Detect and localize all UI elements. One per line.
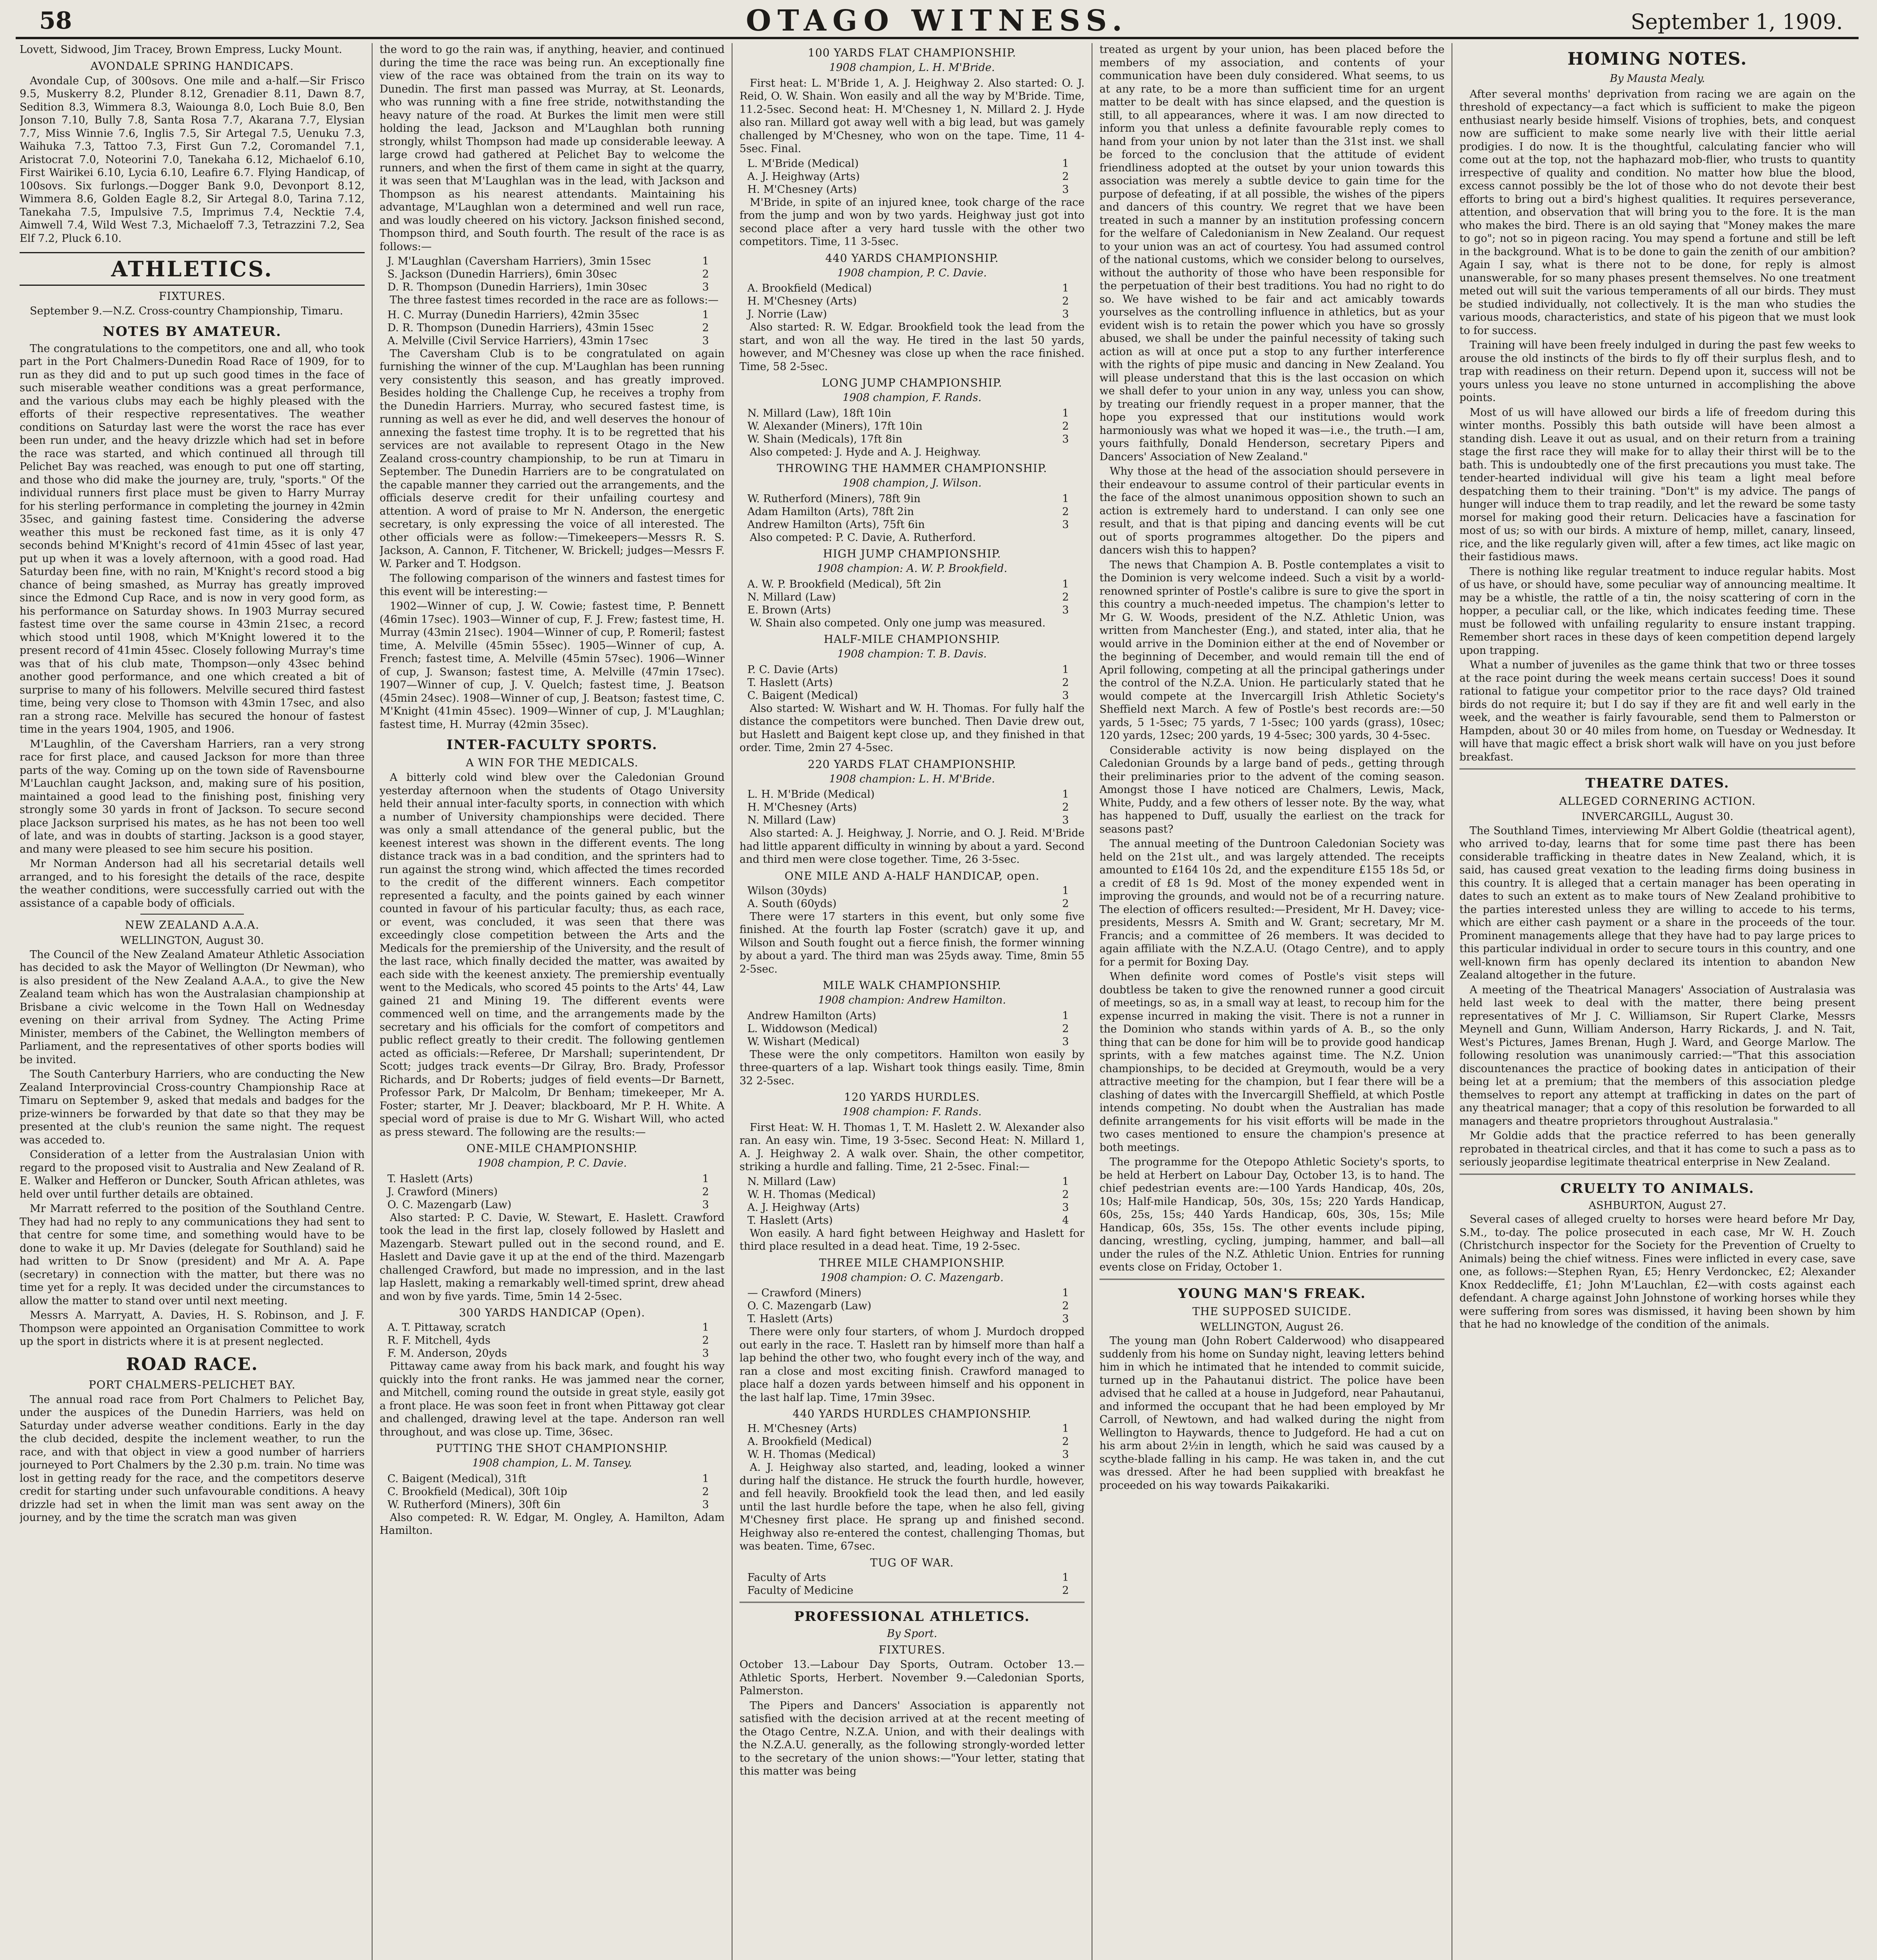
theatre-dateline: INVERCARGILL, August 30. bbox=[1581, 811, 1733, 823]
result-row: T. Haslett (Arts) 1 bbox=[387, 1172, 709, 1185]
notes-heading: NOTES BY AMATEUR. bbox=[102, 323, 282, 339]
aaa-paragraph: Messrs A. Marryatt, A. Davies, H. S. Robinson, and J. F. Thompson were appointed an Organisation Committee to work up the sport in districts where it is at present neglected. bbox=[20, 1309, 365, 1348]
result-row: R. F. Mitchell, 4yds 2 bbox=[387, 1334, 709, 1347]
result-row: N. Millard (Law) 2 bbox=[747, 591, 1069, 603]
paragraph: What a number of juveniles as the game think that two or three tosses at the race point during the week means certain success! Does it sound rational to fatigue your competitor prior to the race days? Old trained birds do not require it; but I do say if they are fit and well early in the week, and the weather is fairly favourable, send them to Palmerston or Hampden, about 30 or 40 miles from home, on Tuesday or Wednesday. It will have that magic effect a brisk short walk will have on you just before breakfast. bbox=[1459, 659, 1855, 763]
result-row: A. Brookfield (Medical) 1 bbox=[747, 282, 1069, 294]
fixtures-heading: FIXTURES. bbox=[158, 290, 226, 303]
event-holder: 1908 champion: Andrew Hamilton. bbox=[818, 994, 1006, 1006]
paragraph: Also competed: J. Hyde and A. J. Heighway. bbox=[750, 446, 981, 458]
paragraph: Training will have been freely indulged in during the past few weeks to arouse the old instincts of the birds to fly off their surplus flesh, and to trap with readiness on their return. Depend upon it, success will not be yours unless you leave no stone unturned in accomplishing the above points. bbox=[1459, 339, 1855, 404]
result-row: L. H. M'Bride (Medical) 1 bbox=[747, 788, 1069, 800]
event-heading: HIGH JUMP CHAMPIONSHIP. bbox=[823, 547, 1001, 560]
event-heading: LONG JUMP CHAMPIONSHIP. bbox=[821, 376, 1003, 389]
paragraph: Considerable activity is now being displayed on the Caledonian Grounds by a large band of peds., getting through their preliminaries prior to the advent of the coming season. Amongst those I have noticed are Chalmers, Lewis, Mack, White, Puddy, and a few others of lesser note. By the way, what has happened to Duff, usually the earliest on the track for seasons past? bbox=[1099, 744, 1445, 835]
column-5 bbox=[1459, 43, 1855, 1960]
theatre-subheading: ALLEGED CORNERING ACTION. bbox=[1559, 795, 1756, 808]
paragraph: A meeting of the Theatrical Managers' Association of Australasia was held last week to deal with the matter, there being present representatives of Mr J. C. Williamson, Sir Rupert Clarke, Messrs Meynell and Gunn, William Anderson, Harry Rickards, J. and N. Tait, West's Pictures, James Brenan, Hugh J. Ward, and George Marlow. The following resolution was unanimously carried:—"That this association discountenances the practice of booking dates in anticipation of their being let at a premium; that the members of this association pledge themselves to report any attempt at trafficking in dates on the part of any theatrical manager; that a copy of this resolution be forwarded to all managers and theatre proprietors throughout Australasia." bbox=[1459, 984, 1855, 1127]
paragraph: Most of us will have allowed our birds a life of freedom during this winter months. Possibly this bath outside will have been almost a standing dish. Leave it out as usual, and on their return from a training stage the first race they will make for to allay their thirst will be to the bath. This is undoubtedly one of the first precautions you must take. The tender-hearted individual will give his team a light meal before despatching them to their training. "Don't" is my advice. The pangs of hunger will induce them to trap readily, and let the reward be some tasty morsel for making good their return. Delicacies have a fascination for most of us; so with our birds. A mixture of hemp, millet, canary, linseed, rice, and the like regularly given will, after a few times, act like magic on their fastidious maws. bbox=[1459, 406, 1855, 563]
event-heading: THREE MILE CHAMPIONSHIP. bbox=[819, 1256, 1005, 1269]
result-row: T. Haslett (Arts) 3 bbox=[747, 1313, 1069, 1325]
column-2 bbox=[380, 43, 725, 1960]
freak-heading: YOUNG MAN'S FREAK. bbox=[1178, 1285, 1366, 1301]
lead-in: Lovett, Sidwood, Jim Tracey, Brown Empress, Lucky Mount. bbox=[20, 44, 342, 56]
issue-date: September 1, 1909. bbox=[1630, 9, 1843, 34]
result-row: H. M'Chesney (Arts) 2 bbox=[747, 801, 1069, 813]
professional-athletics-heading: PROFESSIONAL ATHLETICS. bbox=[794, 1608, 1030, 1624]
paragraph: W. Shain also competed. Only one jump was measured. bbox=[750, 617, 1046, 629]
road-race-subheading: PORT CHALMERS-PELICHET BAY. bbox=[89, 1378, 296, 1391]
event-holder: 1908 champion: F. Rands. bbox=[842, 1106, 982, 1118]
paragraph: There is nothing like regular treatment to induce regular habits. Most of us have, or should have, some peculiar way of announcing mealtime. It may be a whistle, the rattle of a tin, the noisy scattering of corn in the hopper, a peculiar call, or the like, which indicates feeding time. These must be followed with unfailing regularity to ensure instant trapping. Remember short races in these days of keen competition depend largely upon trapping. bbox=[1459, 565, 1855, 657]
paragraph: M'Bride, in spite of an injured knee, took charge of the race from the jump and won by two yards. Heighway just got into second place after a very hard tussle with the other two competitors. Time, 11 3-5sec. bbox=[740, 196, 1085, 248]
paragraph: After several months' deprivation from racing we are again on the threshold of expectancy—a fact which is sufficient to make the pigeon enthusiast nearly beside himself. Visions of trophies, bets, and conquest now are sufficient to make some nearly live with their little aerial prodigies. I do now. It is the thoughtful, calculating fancier who will come out at the top, not the haphazard mob-flier, who trusts to quantity irrespective of quality and condition. No matter how blue the blood, excess cannot possibly be the lot of those who do not devote their best efforts to bring out a bird's highest qualities. It requires perseverance, attention, and observation that will bring you to the fore. It is the man who makes the bird. There is an old saying that "Money makes the mare to go"; not so in pigeon racing. You may spend a fortune and still be left in the background. What is to be done to gain the zenith of our ambition? Again I say, what is there not to be done, for reply is almost unanswerable, for so many phases present themselves. No one treatment meted out will suit the various temperaments of all our birds. They must be studied individually, not collectively. It is the man who studies the various moods, characteristics, and state of his pigeon that we must look to for success. bbox=[1459, 88, 1855, 337]
result-row: A. W. P. Brookfield (Medical), 5ft 2in 1 bbox=[747, 578, 1069, 590]
homing-notes-heading: HOMING NOTES. bbox=[1567, 49, 1748, 69]
event-heading: PUTTING THE SHOT CHAMPIONSHIP. bbox=[436, 1442, 669, 1455]
result-row: A. T. Pittaway, scratch 1 bbox=[387, 1321, 709, 1334]
result-row: H. M'Chesney (Arts) 2 bbox=[747, 295, 1069, 307]
event-holder: 1908 champion: T. B. Davis. bbox=[837, 648, 987, 660]
event-heading: 440 YARDS CHAMPIONSHIP. bbox=[825, 251, 999, 265]
road-race-heading: ROAD RACE. bbox=[126, 1354, 258, 1374]
result-row: A. J. Heighway (Arts) 2 bbox=[747, 170, 1069, 183]
result-row: A. Brookfield (Medical) 2 bbox=[747, 1436, 1069, 1448]
event-holder: 1908 champion: A. W. P. Brookfield. bbox=[817, 563, 1007, 575]
paragraph: Mr Goldie adds that the practice referred to has been generally reprobated in theatrical circles, and that it has come to such a pass as to seriously jeopardise legitimate theatrical enterprise in New Zealand. bbox=[1459, 1130, 1855, 1168]
paragraph: Several cases of alleged cruelty to horses were heard before Mr Day, S.M., to-day. The police prosecuted in each case, Mr W. H. Zouch (Christchurch inspector for the Society for the Prevention of Cruelty to Animals) being the chief witness. Fines were inflicted in every case, save one, as follows:—Stephen Ryan, £5; Henry Verdonckec, £2; Alexander Knox Reddecliffe, £1; John M'Lauchlan, £2—with costs against each defendant. A charge against John Johnstone of working horses while they were suffering from sores was dismissed, it having been shown by him that he had no knowledge of the condition of the animals. bbox=[1459, 1213, 1855, 1330]
notes-paragraph: M'Laughlin, of the Caversham Harriers, ran a very strong race for first place, and caused Jackson for more than three parts of the way. Coming up on the town side of Ravensbourne M'Lauchlan caught Jackson, and, making sure of his position, maintained a good lead to the finishing post, finishing very strongly some 30 yards in front of Jackson. To secure second place Jackson surprised his mates, as he has not been too well of late, and was in doubts of starting. Jackson is a good stayer, and many were pleased to see him secure his position. bbox=[20, 738, 365, 855]
event-heading: ONE-MILE CHAMPIONSHIP. bbox=[466, 1142, 638, 1155]
fixtures-text: October 13.—Labour Day Sports, Outram. October 13.—Athletic Sports, Herbert. November 9.—Caledonian Sports, Palmerston. bbox=[740, 1659, 1085, 1697]
result-row: H. M'Chesney (Arts) 3 bbox=[747, 183, 1069, 196]
result-row: A. J. Heighway (Arts) 3 bbox=[747, 1201, 1069, 1214]
byline: By Mausta Mealy. bbox=[1610, 73, 1705, 85]
result-row: L. M'Bride (Medical) 1 bbox=[747, 157, 1069, 170]
aaa-paragraph: The South Canterbury Harriers, who are conducting the New Zealand Interprovincial Cross-country Championship Race at Timaru on September 9, asked that medals and badges for the prize-winners be forwarded by that date so that they may be presented at the club's reunion the same night. The request was acceded to. bbox=[20, 1068, 365, 1146]
paragraph: Why those at the head of the association should persevere in their endeavour to assume control of their particular events in the face of the almost unanimous opposition shown to such an action is extremely hard to understand. I can only see one result, and that is that piping and dancing events will be cut out of sports programmes altogether. Do the pipers and dancers wish this to happen? bbox=[1099, 465, 1445, 556]
freak-subheading: THE SUPPOSED SUICIDE. bbox=[1192, 1305, 1352, 1318]
result-row: C. Baigent (Medical) 3 bbox=[747, 689, 1069, 702]
page-number: 58 bbox=[39, 7, 72, 34]
paragraph: First Heat: W. H. Thomas 1, T. M. Haslett 2. W. Alexander also ran. An easy win. Time, 19 3-5sec. Second Heat: N. Millard 1, A. J. Heighway 2. A walk over. Shain, the other competitor, striking a hurdle and falling. Time, 21 2-5sec. Final:— bbox=[740, 1121, 1085, 1173]
result-row: Faculty of Medicine 2 bbox=[747, 1584, 1069, 1597]
result-row: T. Haslett (Arts) 4 bbox=[747, 1214, 1069, 1227]
event-holder: 1908 champion, L. M. Tansey. bbox=[472, 1457, 632, 1469]
result-row: W. H. Thomas (Medical) 2 bbox=[747, 1188, 1069, 1201]
masthead bbox=[16, 4, 1859, 39]
result-row: W. H. Thomas (Medical) 3 bbox=[747, 1448, 1069, 1461]
aaa-paragraph: Mr Marratt referred to the position of the Southland Centre. They had had no reply to any communications they had sent to that centre for some time, and something would have to be done to wake it up. Mr Davies (delegate for Southland) said he had written to Dr Snow (president) and Mr A. A. Pape (secretary) in connection with the matter, but there was no time yet for a reply. It was decided under the circumstances to allow the matter to stand over until next meeting. bbox=[20, 1203, 365, 1307]
paragraph: The following comparison of the winners and fastest times for this event will be interesting:— bbox=[380, 572, 725, 598]
paragraph: The programme for the Otepopo Athletic Society's sports, to be held at Herbert on Labour Day, October 13, is to hand. The chief pedestrian events are:—100 Yards Handicap, 40s, 20s, 10s; Half-mile Handicap, 50s, 30s, 15s; 220 Yards Handicap, 60s, 25s, 15s; 440 Yards Handicap, 60s, 30s, 15s; Mile Handicap, 60s, 35s, 15s. The other events include piping, dancing, wrestling, cycling, jumping, hammer, and ball—all under the rules of the N.Z. Athletic Union. Entries for running events close on Friday, October 1. bbox=[1099, 1156, 1445, 1273]
result-row: O. C. Mazengarb (Law) 2 bbox=[747, 1300, 1069, 1312]
result-row: H. M'Chesney (Arts) 1 bbox=[747, 1423, 1069, 1435]
paragraph: treated as urgent by your union, has been placed before the members of my association, and contents of your communication have been duly considered. What seems, to us at any rate, to be a more than sufficient time for an urgent matter to be dealt with has since elapsed, and the question is still, to all appearances, where it was. I am now directed to inform you that unless a definite favourable reply comes to hand from your union by not later than the 31st inst. we shall be forced to the conclusion that the attitude of evident friendliness adopted at the outset by your union towards this association was merely a subtle device to gain time for the purpose of defeating, if at all possible, the wishes of the pipers and dancers of this country. We regret that we have been treated in such a manner by an institution professing concern for the welfare of Caledonianism in New Zealand. Our request to your union was an act of courtesy. You had assumed control of the national customs, which we consider belong to ourselves, without the authority of those who have been responsible for the perpetuation of their best traditions. You had no right to do so. We have wished to be fair and act amicably towards yourselves as the controlling influence in athletics, but as your evident wish is to retain the power which you have so grossly abused, we shall be under the painful necessity of taking such action as will at once put a stop to any further interference with the rights of pipe music and dancing in New Zealand. You will please understand that this is the last occasion on which we shall defer to your union in any way, unless you can show, by treating our friendly request in a proper manner, that the hope you expressed that our institutions would work harmoniously was what we hoped it was—i.e., the truth.—I am, yours faithfully, Donald Henderson, secretary Pipers and Dancers' Association of New Zealand." bbox=[1099, 44, 1445, 463]
event-holder: 1908 champion, P. C. Davie. bbox=[477, 1157, 627, 1169]
aaa-dateline: WELLINGTON, August 30. bbox=[120, 935, 264, 947]
paragraph: When definite word comes of Postle's visit steps will doubtless be taken to give the renowned runner a good circuit of meetings, so as, in a small way at least, to recoup him for the expense incurred in making the visit. There is not a runner in the Dominion who stands within yards of A. B., so the only thing that can be done for him will be to provide good handicap sprints, with a few matches against time. The N.Z. Union championships, to be decided at Greymouth, would be a very attractive meeting for the champion, but I fear there will be a clashing of dates with the Invercargill Sheffield, at which Postle intends competing. No doubt when the Australian has made definite arrangements for his visit efforts will be made in the two cases mentioned to ensure the champion's presence at both meetings. bbox=[1099, 971, 1445, 1154]
event-heading: 120 YARDS HURDLES. bbox=[844, 1091, 980, 1103]
result-row: A. South (60yds) 2 bbox=[747, 897, 1069, 910]
result-row: Andrew Hamilton (Arts), 75ft 6in 3 bbox=[747, 518, 1069, 531]
fixtures-text: September 9.—N.Z. Cross-country Championship, Timaru. bbox=[30, 305, 343, 317]
byline: By Sport. bbox=[887, 1627, 938, 1640]
event-heading: ONE MILE AND A-HALF HANDICAP, open. bbox=[784, 869, 1040, 882]
notes-paragraph: The congratulations to the competitors, one and all, who took part in the Port Chalmers-Dunedin Road Race of 1909, for to run as they did and to put up such good times in the face of such miserable weather conditions was a great performance, and the various clubs may each be highly pleased with the efforts of their respective representatives. The weather conditions on Saturday last were the worst the race has ever been run under, and the heavy drizzle which had set in before the race was started, and which continued all through till Pelichet Bay was reached, was enough to put one off starting, and those who did make the journey are, truly, "sports." Of the individual runners first place must be given to Harry Murray for his sterling performance in completing the journey in 42min 35sec, and gaining fastest time. Considering the adverse weather this must be reckoned fast time, as it is only 47 seconds behind M'Knight's record of 41min 45sec of last year, put up when it was a lovely afternoon, with a good road. Had Saturday been fine, with no rain, M'Knight's record stood a big chance of being smashed, as Murray has greatly improved since the Edmond Cup Race, and is now in very good form, as his performance on Saturday shows. In 1903 Murray secured fastest time over the same course in 43min 21sec, a record which stood until 1908, which M'Knight lowered it to the present record of 41min 45sec. Closely following Murray's time was that of his club mate, Thompson—only 43sec behind another good performance, and one which created a bit of surprise to many of his followers. Melville secured third fastest time, being very close to Thomson with 43min 17sec, and also ran a strong race. Melville has secured the honour of fastest time in the years 1904, 1905, and 1906. bbox=[20, 342, 365, 735]
event-holder: 1908 champion, F. Rands. bbox=[842, 392, 982, 404]
result-row: — Crawford (Miners) 1 bbox=[747, 1287, 1069, 1299]
avondale-heading: AVONDALE SPRING HANDICAPS. bbox=[90, 59, 294, 73]
paragraph: Also started: W. Wishart and W. H. Thomas. For fully half the distance the competitors were bunched. Then Davie drew out, but Haslett and Baigent kept close up, and they finished in that order. Time, 2min 27 4-5sec. bbox=[740, 702, 1085, 754]
paragraph: Also started: R. W. Edgar. Brookfield took the lead from the start, and won all the way. He tired in the last 50 yards, however, and M'Chesney was close up when the race finished. Time, 58 2-5sec. bbox=[740, 321, 1085, 373]
event-holder: 1908 champion, P. C. Davie. bbox=[837, 267, 987, 279]
paragraph: The Southland Times, interviewing Mr Albert Goldie (theatrical agent), who arrived to-day, learns that for some time past there has been considerable trafficking in theatre dates in New Zealand, which, it is said, has caused great vexation to the leading firms doing business in this country. It is alleged that a certain manager has been operating in dates to such an extent as to make tours of New Zealand prohibitive to the parties interested unless they are willing to accede to his terms, which are either cash payment or a share in the proceeds of the tour. Prominent managements allege that they have had to pay large prices to this particular individual in order to secure tours in this country, and one well-known firm has openly declared its intention to abandon New Zealand altogether in the future. bbox=[1459, 824, 1855, 981]
result-row: O. C. Mazengarb (Law) 3 bbox=[387, 1198, 709, 1211]
cruelty-heading: CRUELTY TO ANIMALS. bbox=[1560, 1180, 1755, 1196]
result-row: C. Baigent (Medical), 31ft 1 bbox=[387, 1472, 709, 1485]
result-row: W. Alexander (Miners), 17ft 10in 2 bbox=[747, 420, 1069, 432]
event-heading: TUG OF WAR. bbox=[870, 1556, 954, 1569]
result-row: A. Melville (Civil Service Harriers), 43min 17sec 3 bbox=[387, 334, 709, 347]
result-row: Adam Hamilton (Arts), 78ft 2in 2 bbox=[747, 505, 1069, 518]
event-heading: 300 YARDS HANDICAP (Open). bbox=[459, 1306, 645, 1319]
result-row: T. Haslett (Arts) 2 bbox=[747, 676, 1069, 689]
road-race-continued: the word to go the rain was, if anything, heavier, and continued during the time the race was being run. An exceptionally fine view of the race was obtained from the train on its way to Dunedin. The first man passed was Murray, at St. Leonards, who was running with a fine free stride, notwithstanding the heavy nature of the road. At Burkes the limit men were still holding the lead, Jackson and M'Laughlan both running strongly, whilst Thompson had made up considerable leeway. A large crowd had gathered at Pelichet Bay to welcome the runners, and when the first of them came in sight at the quarry, it was seen that M'Laughlan was in the lead, with Jackson and Thompson as his nearest attendants. Maintaining his advantage, M'Laughlan won a determined and well run race, and was loudly cheered on his victory. Jackson finished second, Thompson third, and South fourth. The result of the race is as follows:— bbox=[380, 44, 725, 253]
event-heading: THROWING THE HAMMER CHAMPIONSHIP. bbox=[777, 462, 1047, 475]
result-row: J. Crawford (Miners) 2 bbox=[387, 1185, 709, 1198]
result-row: H. C. Murray (Dunedin Harriers), 42min 35sec 1 bbox=[387, 309, 709, 321]
paragraph: The Caversham Club is to be congratulated on again furnishing the winner of the cup. M'Laughlan has been running very consistently this season, and has greatly improved. Besides holding the Challenge Cup, he receives a trophy from the Dunedin Harriers. Murray, who secured fastest time, is running as well as ever he did, and well deserves the honour of annexing the fastest time trophy. It is to be regretted that his services are not available to represent Otago in the New Zealand cross-country championship, to be run at Timaru in September. The Dunedin Harriers are to be congratulated on the capable manner they carried out the arrangements, and the officials deserve credit for their unfailing courtesy and attention. A word of praise to Mr N. Anderson, the energetic secretary, is only expressing the voice of all interested. The other officials were as follow:—Timekeepers—Messrs R. S. Jackson, A. Cannon, F. Titchener, W. Brickell; judges—Messrs F. W. Parker and T. Hodgson. bbox=[380, 347, 725, 570]
cruelty-dateline: ASHBURTON, August 27. bbox=[1588, 1199, 1726, 1212]
paragraph: These were the only competitors. Hamilton won easily by three-quarters of a lap. Wishart took things easily. Time, 8min 32 2-5sec. bbox=[740, 1048, 1085, 1087]
event-heading: HALF-MILE CHAMPIONSHIP. bbox=[823, 633, 1001, 646]
freak-dateline: WELLINGTON, August 26. bbox=[1200, 1321, 1344, 1333]
fixtures-heading: FIXTURES. bbox=[878, 1643, 946, 1656]
paragraph: Pittaway came away from his back mark, and fought his way quickly into the front ranks. He was jammed near the corner, and Mitchell, coming round the outside in great style, easily got a front place. He was soon feet in front when Pittaway got clear and challenged, drawing level at the tape. Anderson ran well throughout, and was close up. Time, 36sec. bbox=[380, 1360, 725, 1438]
paragraph: The three fastest times recorded in the race are as follows:— bbox=[390, 294, 719, 306]
result-row: Faculty of Arts 1 bbox=[747, 1571, 1069, 1584]
paragraph: Also competed: R. W. Edgar, M. Ongley, A. Hamilton, Adam Hamilton. bbox=[380, 1511, 725, 1537]
notes-paragraph: Mr Norman Anderson had all his secretarial details well arranged, and to his foresight the details of the race, despite the weather conditions, were successfully carried out with the assistance of a capable body of officials. bbox=[20, 858, 365, 909]
result-row: D. R. Thompson (Dunedin Harriers), 43min 15sec 2 bbox=[387, 321, 709, 334]
event-heading: MILE WALK CHAMPIONSHIP. bbox=[823, 979, 1001, 992]
event-heading: 220 YARDS FLAT CHAMPIONSHIP. bbox=[808, 757, 1016, 771]
result-row: L. Widdowson (Medical) 2 bbox=[747, 1022, 1069, 1035]
result-row: W. Shain (Medicals), 17ft 8in 3 bbox=[747, 433, 1069, 445]
road-race-paragraph: The annual road race from Port Chalmers to Pelichet Bay, under the auspices of the Dunedin Harriers, was held on Saturday under adverse weather conditions. Early in the day the club decided, despite the inclement weather, to run the race, and with that object in view a good number of harriers journeyed to Port Chalmers by the 2.30 p.m. train. No time was lost in getting ready for the race, and the competitors deserve credit for starting under such unfavourable conditions. A heavy drizzle had set in when the limit man was sent away on the journey, and by the time the scratch man was given bbox=[20, 1393, 365, 1524]
paragraph: The news that Champion A. B. Postle contemplates a visit to the Dominion is very welcome indeed. Such a visit by a world-renowned sprinter of Postle's calibre is sure to give the sport in this country a much-needed impetus. The champion's letter to Mr G. W. Woods, president of the N.Z. Athletic Union, was written from Manchester (Eng.), and stated, inter alia, that he would arrive in the Dominion either at the end of November or the beginning of December, and would remain till the end of April following, competing at all the principal gatherings under the control of the N.Z.A. Union. He particularly stated that he would compete at the Invercargill Irish Athletic Society's Sheffield next March. A few of Postle's best records are:—50 yards, 5 1-5sec; 75 yards, 7 1-5sec; 100 yards (grass), 10sec; 120 yards, 12sec; 200 yards, 19 4-5sec; 300 yards, 30 4-5sec. bbox=[1099, 559, 1445, 742]
athletics-heading: ATHLETICS. bbox=[20, 252, 365, 286]
avondale-text: Avondale Cup, of 300sovs. One mile and a-half.—Sir Frisco 9.5, Muskerry 8.2, Plunder 8.12, Grenadier 8.11, Dawn 8.7, Sedition 8.3, Wimmera 8.3, Waiounga 8.0, Loch Buie 8.0, Ben Jonson 7.10, Bully 7.8, Santa Rosa 7.7, Akarana 7.7, Elysian 7.7, Miss Winnie 7.6, Inglis 7.5, Sir Artegal 7.5, Uenuku 7.3, Waihuka 7.3, Tattoo 7.3, First Gun 7.2, Coromandel 7.1, Aristocrat 7.0, Noteorini 7.0, Tanekaha 6.12, Michaelof 6.10, First Wairikei 6.10, Lycia 6.10, Leafire 6.7. Flying Handicap, of 100sovs. Six furlongs.—Dogger Bank 9.0, Devonport 8.12, Wimmera 8.6, Golden Eagle 8.2, Sir Artegal 8.0, Tarina 7.12, Tanekaha 7.5, Impulsive 7.5, Imprimus 7.4, Necktie 7.4, Aimwell 7.4, Wild West 7.3, Michaeloff 7.3, Tetrazzini 7.2, Sea Elf 7.2, Pluck 6.10. bbox=[20, 74, 365, 245]
paragraph: Also started: A. J. Heighway, J. Norrie, and O. J. Reid. M'Bride had little apparent difficulty in winning by about a yard. Second and third men were close together. Time, 26 3-5sec. bbox=[740, 827, 1085, 866]
inter-faculty-heading: INTER-FACULTY SPORTS. bbox=[446, 737, 658, 753]
paragraph: 1902—Winner of cup, J. W. Cowie; fastest time, P. Bennett (46min 17sec). 1903—Winner of cup, F. J. Frew; fastest time, H. Murray (43min 21sec). 1904—Winner of cup, P. Romeril; fastest time, A. Melville (45min 55sec). 1905—Winner of cup, A. French; fastest time, A. Melville (45min 57sec). 1906—Winner of cup, J. Swanson; fastest time, A. Melville (47min 17sec). 1907—Winner of cup, J. V. Quelch; fastest time, J. Beatson (45min 24sec). 1908—Winner of cup, J. Beatson; fastest time, C. M'Knight (41min 45sec). 1909—Winner of cup, J. M'Laughlan; fastest time, H. Murray (42min 35sec). bbox=[380, 600, 725, 731]
column-4 bbox=[1099, 43, 1445, 1960]
result-row: Andrew Hamilton (Arts) 1 bbox=[747, 1009, 1069, 1022]
paragraph: The Pipers and Dancers' Association is apparently not satisfied with the decision arrived at at the recent meeting of the Otago Centre, N.Z.A. Union, and with their dealings with the N.Z.A.U. generally, as the following strongly-worded letter to the secretary of the union shows:—"Your letter, stating that this matter was being bbox=[740, 1699, 1085, 1777]
result-row: S. Jackson (Dunedin Harriers), 6min 30sec 2 bbox=[387, 268, 709, 280]
event-holder: 1908 champion: L. H. M'Bride. bbox=[829, 773, 995, 785]
result-row: N. Millard (Law) 1 bbox=[747, 1175, 1069, 1188]
aaa-heading: NEW ZEALAND A.A.A. bbox=[125, 918, 260, 931]
result-row: D. R. Thompson (Dunedin Harriers), 1min 30sec 3 bbox=[387, 281, 709, 293]
paragraph: Also started: P. C. Davie, W. Stewart, E. Haslett. Crawford took the lead in the first lap, closely followed by Haslett and Mazengarb. Stewart pulled out in the second round, and E. Haslett and Davie gave it up at the end of the third. Mazengarb challenged Crawford, but made no impression, and in the last lap Haslett, making a remarkably well-timed sprint, drew ahead and won by five yards. Time, 5min 14 2-5sec. bbox=[380, 1211, 725, 1303]
event-heading: 100 YARDS FLAT CHAMPIONSHIP. bbox=[808, 46, 1016, 59]
result-row: W. Rutherford (Miners), 30ft 6in 3 bbox=[387, 1498, 709, 1511]
theatre-dates-heading: THEATRE DATES. bbox=[1585, 775, 1730, 791]
column-3 bbox=[740, 43, 1085, 1960]
result-row: W. Wishart (Medical) 3 bbox=[747, 1035, 1069, 1048]
paragraph: The young man (John Robert Calderwood) who disappeared suddenly from his home on Sunday night, leaving letters behind him in which he intimated that he intended to commit suicide, turned up in the Pahautanui district. The police have been advised that he called at a house in Judgeford, near Pahautanui, and informed the occupant that he had been employed by Mr Carroll, of Newtown, and had walked during the night from Wellington to Haywards, thence to Judgeford. He had a cut on his arm about 2½in in length, which he said was caused by a scythe-blade falling in his camp. He was taken in, and the cut was dressed. After he had been supplied with breakfast he proceeded on his way towards Paikakariki. bbox=[1099, 1335, 1445, 1492]
result-row: J. Norrie (Law) 3 bbox=[747, 308, 1069, 320]
event-heading: 440 YARDS HURDLES CHAMPIONSHIP. bbox=[792, 1407, 1032, 1420]
paragraph: Won easily. A hard fight between Heighway and Haslett for third place resulted in a dead heat. Time, 19 2-5sec. bbox=[740, 1227, 1085, 1252]
paragraph: There were 17 starters in this event, but only some five finished. At the fourth lap Foster (scratch) gave it up, and Wilson and South fought out a fierce finish, the former winning by about a yard. The third man was 25yds away. Time, 8min 55 2-5sec. bbox=[740, 910, 1085, 975]
result-row: N. Millard (Law), 18ft 10in 1 bbox=[747, 407, 1069, 419]
event-holder: 1908 champion, L. H. M'Bride. bbox=[829, 62, 995, 74]
aaa-paragraph: Consideration of a letter from the Australasian Union with regard to the proposed visit to Australia and New Zealand of R. E. Walker and Hefferon or Duncker, South African athletes, was held over until further details are obtained. bbox=[20, 1149, 365, 1200]
inter-faculty-subheading: A WIN FOR THE MEDICALS. bbox=[465, 756, 639, 769]
result-row: F. M. Anderson, 20yds 3 bbox=[387, 1347, 709, 1359]
result-row: W. Rutherford (Miners), 78ft 9in 1 bbox=[747, 492, 1069, 505]
event-holder: 1908 champion, J. Wilson. bbox=[842, 477, 982, 489]
paragraph: A bitterly cold wind blew over the Caledonian Ground yesterday afternoon when the students of Otago University held their annual inter-faculty sports, in connection with which a number of University championships were decided. There was only a small attendance of the general public, but the keenest interest was shown in the different events. The long distance track was in a bad condition, and the sprinters had to run against the strong wind, which affected the times recorded to the credit of the different winners. Each competitor represented a faculty, and the points gained by each winner counted in favour of his particular faculty; thus, as each race, or event, was concluded, it was seen that there was exceedingly close competition between the Arts and the Medicals for the premiership of the University, and the result of the last race, which finally decided the matter, was awaited by each side with the keenest anxiety. The premiership eventually went to the Medicals, who scored 45 points to the Arts' 44, Law gained 21 and Mining 19. The different events were commenced well on time, and the arrangements made by the secretary and his officials for the comfort of competitors and public reflect greatly to their credit. The following gentlemen acted as officials:—Referee, Dr Marshall; superintendent, Dr Scott; judges track events—Dr Gilray, Bro. Brady, Professor Richards, and Dr Roberts; judges of field events—Dr Barnett, Professor Park, Dr Malcolm, Dr Benham; timekeeper, Mr A. Foster; starter, Mr J. Deaver; blackboard, Mr P. H. White. A special word of praise is due to Mr G. Wishart Will, who acted as press steward. The following are the results:— bbox=[380, 771, 725, 1138]
paragraph: There were only four starters, of whom J. Murdoch dropped out early in the race. T. Haslett ran by himself more than half a lap behind the other two, who fought every inch of the way, and ran a close and most exciting finish. Crawford managed to place half a dozen yards between himself and his opponent in the last half lap. Time, 17min 39sec. bbox=[740, 1326, 1085, 1404]
result-row: Wilson (30yds) 1 bbox=[747, 884, 1069, 897]
result-row: C. Brookfield (Medical), 30ft 10ip 2 bbox=[387, 1485, 709, 1498]
result-row: E. Brown (Arts) 3 bbox=[747, 604, 1069, 616]
paragraph: The annual meeting of the Duntroon Caledonian Society was held on the 21st ult., and was largely attended. The receipts amounted to £164 10s 2d, and the expenditure £155 18s 5d, or a credit of £8 1s 9d. Most of the money expended went in improving the grounds, and would not be of a recurring nature. The election of officers resulted:—President, Mr H. Davey; vice-presidents, Messrs A. Smith and W. Grant; secretary, Mr M. Francis; and a committee of 26 members. It was decided to again affiliate with the N.Z.A.U. (Otago Centre), and to apply for a permit for Boxing Day. bbox=[1099, 838, 1445, 968]
paragraph: Also competed: P. C. Davie, A. Rutherford. bbox=[750, 531, 976, 544]
result-row: J. M'Laughlan (Caversham Harriers), 3min 15sec 1 bbox=[387, 255, 709, 267]
aaa-paragraph: The Council of the New Zealand Amateur Athletic Association has decided to ask the Mayor of Wellington (Dr Newman), who is also president of the New Zealand A.A.A., to give the New Zealand team which has won the Australasian championship at Brisbane a civic welcome in the Town Hall on Wednesday evening on their arrival from Sydney. The Acting Prime Minister, members of the Cabinet, the Wellington members of Parliament, and the representatives of other sports bodies will be invited. bbox=[20, 948, 365, 1066]
event-holder: 1908 champion: O. C. Mazengarb. bbox=[820, 1271, 1004, 1284]
column-1 bbox=[20, 43, 365, 1960]
paragraph: First heat: L. M'Bride 1, A. J. Heighway 2. Also started: O. J. Reid, O. W. Shain. Won easily and all the way by M'Bride. Time, 11.2-5sec. Second heat: H. M'Chesney 1, N. Millard 2. J. Hyde also ran. Millard got away well with a big lead, but was gamely challenged by M'Chesney, who won on the tape. Time, 11 4-5sec. Final. bbox=[740, 77, 1085, 155]
result-row: P. C. Davie (Arts) 1 bbox=[747, 663, 1069, 676]
paragraph: A. J. Heighway also started, and, leading, looked a winner during half the distance. He struck the fourth hurdle, however, and fell heavily. Brookfield took the lead then, and led easily until the last hurdle before the tape, when he also fell, giving M'Chesney first place. He sprang up and finished second. Heighway also re-entered the contest, challenging Thomas, but was beaten. Time, 67sec. bbox=[740, 1461, 1085, 1552]
result-row: N. Millard (Law) 3 bbox=[747, 814, 1069, 826]
paper-name: OTAGO WITNESS. bbox=[746, 4, 1128, 38]
